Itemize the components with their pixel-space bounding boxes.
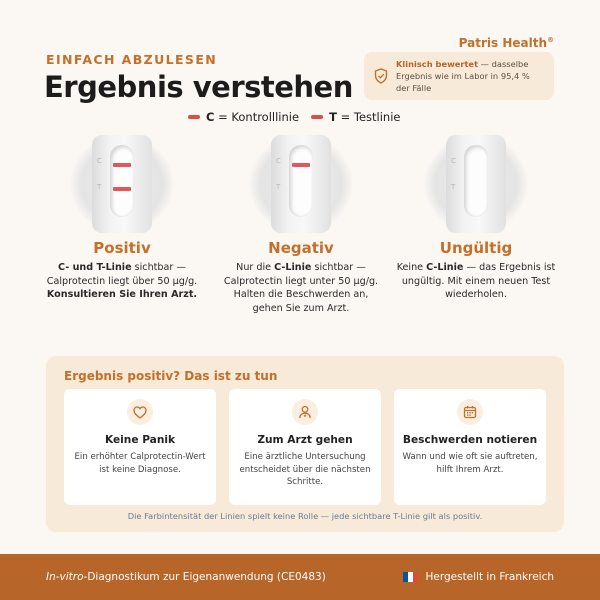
result-invalid	[396, 135, 556, 302]
shield-check-icon	[374, 68, 388, 84]
cassette-mark-t: T	[451, 183, 456, 191]
result-description: Keine C-Linie — das Ergebnis ist ungültig. Mit einem neuen Test wiederholen.	[396, 262, 556, 301]
result-window	[110, 145, 134, 217]
brand-logo: Patris Health®	[458, 36, 554, 50]
cassette-mark-t: T	[276, 183, 281, 191]
french-flag-icon	[403, 572, 417, 582]
cassette-mark-c: C	[276, 157, 281, 165]
legend-control-line: C = Kontrolllinie	[188, 110, 299, 124]
step-card-see-doctor	[229, 389, 381, 505]
test-cassette	[70, 135, 174, 233]
panel-note: Die Farbintensität der Linien spielt keine Rolle — jede sichtbare T-Linie gilt als positiv.	[127, 511, 483, 521]
control-line	[113, 163, 131, 167]
result-description: C- und T-Linie sichtbar — Calprotectin liegt über 50 µg/g. Konsultieren Sie Ihren Arzt.	[46, 262, 198, 301]
test-cassette	[424, 135, 528, 233]
result-label: Negativ	[268, 239, 334, 257]
positive-result-panel	[46, 356, 564, 532]
footer-bar	[0, 554, 600, 600]
result-description: Nur die C-Linie sichtbar — Calprotectin liegt unter 50 µg/g. Halten die Beschwerden an, gehen Sie zum Arzt.	[223, 262, 379, 314]
test-line-swatch	[311, 115, 323, 119]
footer-origin	[403, 571, 554, 583]
result-negative	[221, 135, 381, 315]
clinical-text: Klinisch bewertet — dasselbe Ergebnis wie im Labor in 95,4 % der Fälle	[396, 59, 530, 93]
made-in-label: Hergestellt in Frankreich	[425, 571, 554, 583]
footer-regulatory-text: In-vitro-Diagnostikum zur Eigenanwendung (CE0483)	[46, 571, 326, 583]
step-card-note-symptoms	[394, 389, 546, 505]
result-label: Ungültig	[439, 239, 513, 257]
result-label: Positiv	[93, 239, 151, 257]
step-description: Wann und wie oft sie auftreten, hilft Ihrem Arzt.	[402, 452, 538, 475]
clinical-badge	[364, 52, 554, 100]
step-title: Keine Panik	[104, 434, 176, 446]
page-title: Ergebnis verstehen	[44, 70, 353, 104]
eyebrow-label: EINFACH ABZULESEN	[46, 52, 218, 67]
legend-test-line: T = Testlinie	[311, 110, 400, 124]
step-card-no-panic	[64, 389, 216, 505]
test-cassette	[249, 135, 353, 233]
line-legend	[188, 110, 400, 124]
result-window	[464, 145, 488, 217]
doctor-icon	[292, 399, 318, 425]
step-title: Zum Arzt gehen	[257, 434, 353, 446]
control-line-swatch	[188, 115, 200, 119]
result-positive	[42, 135, 202, 302]
cassette-mark-t: T	[97, 183, 102, 191]
panel-title: Ergebnis positiv? Das ist zu tun	[64, 369, 278, 383]
heart-icon	[127, 399, 153, 425]
cassette-mark-c: C	[97, 157, 102, 165]
step-description: Ein erhöhter Calprotectin-Wert ist keine Diagnose.	[74, 452, 206, 475]
calendar-icon	[457, 399, 483, 425]
step-description: Eine ärztliche Untersuchung entscheidet über die nächsten Schritte.	[239, 452, 371, 487]
cassette-mark-c: C	[451, 157, 456, 165]
step-title: Beschwerden notieren	[402, 434, 538, 446]
test-line	[113, 187, 131, 191]
result-window	[289, 145, 313, 217]
control-line	[292, 163, 310, 167]
